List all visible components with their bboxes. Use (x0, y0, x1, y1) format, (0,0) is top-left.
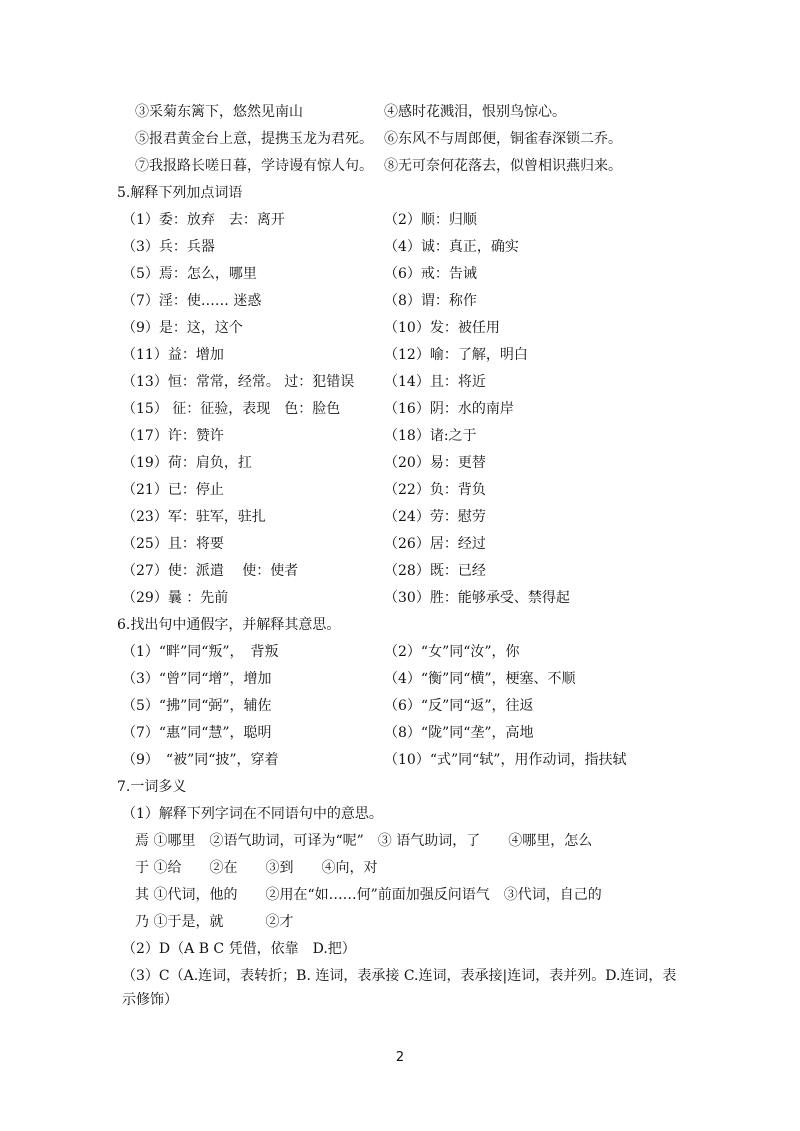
q5-title: 5.解释下列加点词语 (117, 185, 243, 201)
q6-item: （1）“畔”同“叛”， 背叛 (122, 644, 279, 660)
q7-sub3-cont: 示修饰） (122, 992, 178, 1008)
q5-item: （9）是：这，这个 (122, 320, 243, 336)
q5-item: （15） 征：征验，表现 色：脸色 (122, 401, 341, 417)
page-number: 2 (395, 1050, 405, 1065)
q5-item: （3）兵：兵器 (122, 239, 215, 255)
q5-item: （27）使：派遣 使：使者 (122, 563, 299, 579)
q6-item: （4）“衡”同“横”，梗塞、不顺 (384, 671, 576, 687)
q5-item: （25）且：将要 (122, 536, 224, 552)
poem-line-4: ④感时花溅泪，恨别鸟惊心。 (384, 104, 566, 120)
q5-item: （16）阴：水的南岸 (384, 401, 514, 417)
q5-item: （22）负：背负 (384, 482, 486, 498)
poem-line-3: ③采菊东篱下，悠然见南山 (135, 104, 303, 120)
q7-sub2: （2）D（A B C 凭借，依靠 D.把） (122, 941, 356, 957)
q5-item: （8）谓：称作 (384, 293, 477, 309)
poem-line-6: ⑥东风不与周郎便，铜雀春深锁二乔。 (384, 131, 622, 147)
q6-item: （8）“陇”同“垄”，高地 (384, 725, 534, 741)
q7-sub1: （1）解释下列字词在不同语句中的意思。 (122, 806, 383, 822)
q6-item: （10）“式”同“轼”，用作动词，指扶轼 (384, 752, 627, 768)
q5-item: （26）居：经过 (384, 536, 486, 552)
q5-item: （14）且：将近 (384, 374, 486, 390)
q5-item: （6）戒：告诫 (384, 266, 477, 282)
q5-item: （5）焉：怎么，哪里 (122, 266, 257, 282)
q5-item: （10）发：被任用 (384, 320, 500, 336)
q6-title: 6.找出句中通假字，并解释其意思。 (117, 617, 341, 633)
q7-word-yan: 焉 ①哪里 ②语气助词，可译为“呢” ③ 语气助词，了 ④哪里，怎么 (135, 833, 593, 849)
q6-item: （9） “被”同“披”，穿着 (122, 752, 279, 768)
q5-item: （19）荷：肩负，扛 (122, 455, 252, 471)
q5-item: （23）军：驻军，驻扎 (122, 509, 266, 525)
poem-line-7: ⑦我报路长嗟日暮，学诗谩有惊人句。 (135, 158, 373, 174)
q7-word-yu: 于 ①给 ②在 ③到 ④向，对 (135, 860, 378, 876)
q5-item: （30）胜：能够承受、禁得起 (384, 590, 570, 606)
q5-item: （18）诸:之于 (384, 428, 477, 444)
q5-item: （1）委：放弃 去：离开 (122, 212, 285, 228)
q5-item: （4）诚：真正，确实 (384, 239, 519, 255)
q7-word-nai: 乃 ①于是，就 ②才 (135, 914, 294, 930)
q6-item: （2）“女”同“汝”，你 (384, 644, 520, 660)
q5-item: （11）益：增加 (122, 347, 224, 363)
q6-item: （7）“惠”同“慧”，聪明 (122, 725, 272, 741)
q5-item: （13）恒：常常，经常。 过：犯错误 (122, 374, 355, 390)
poem-line-5: ⑤报君黄金台上意，提携玉龙为君死。 (135, 131, 373, 147)
q5-item: （7）淫：使…… 迷惑 (122, 293, 262, 309)
q7-title: 7.一词多义 (117, 779, 187, 795)
q6-item: （6）“反”同“返”，往返 (384, 698, 534, 714)
q5-item: （12）喻：了解，明白 (384, 347, 528, 363)
q6-item: （3）“曾”同“增”，增加 (122, 671, 272, 687)
q5-item: （20）易：更替 (384, 455, 486, 471)
q7-word-qi: 其 ①代词，他的 ②用在“如……何”前面加强反问语气 ③代词，自己的 (135, 887, 602, 903)
q5-item: （24）劳：慰劳 (384, 509, 486, 525)
q5-item: （29）曩 ：先前 (122, 590, 229, 606)
q5-item: （2）顺：归顺 (384, 212, 477, 228)
poem-line-8: ⑧无可奈何花落去，似曾相识燕归来。 (384, 158, 622, 174)
q5-item: （21）已：停止 (122, 482, 224, 498)
q5-item: （28）既：已经 (384, 563, 486, 579)
q7-sub3: （3）C（A.连词，表转折；B. 连词，表承接 C.连词，表承接|连词，表并列。D.连词，表 (122, 968, 677, 984)
q5-item: （17）许：赞许 (122, 428, 224, 444)
q6-item: （5）“拂”同“弼”，辅佐 (122, 698, 272, 714)
